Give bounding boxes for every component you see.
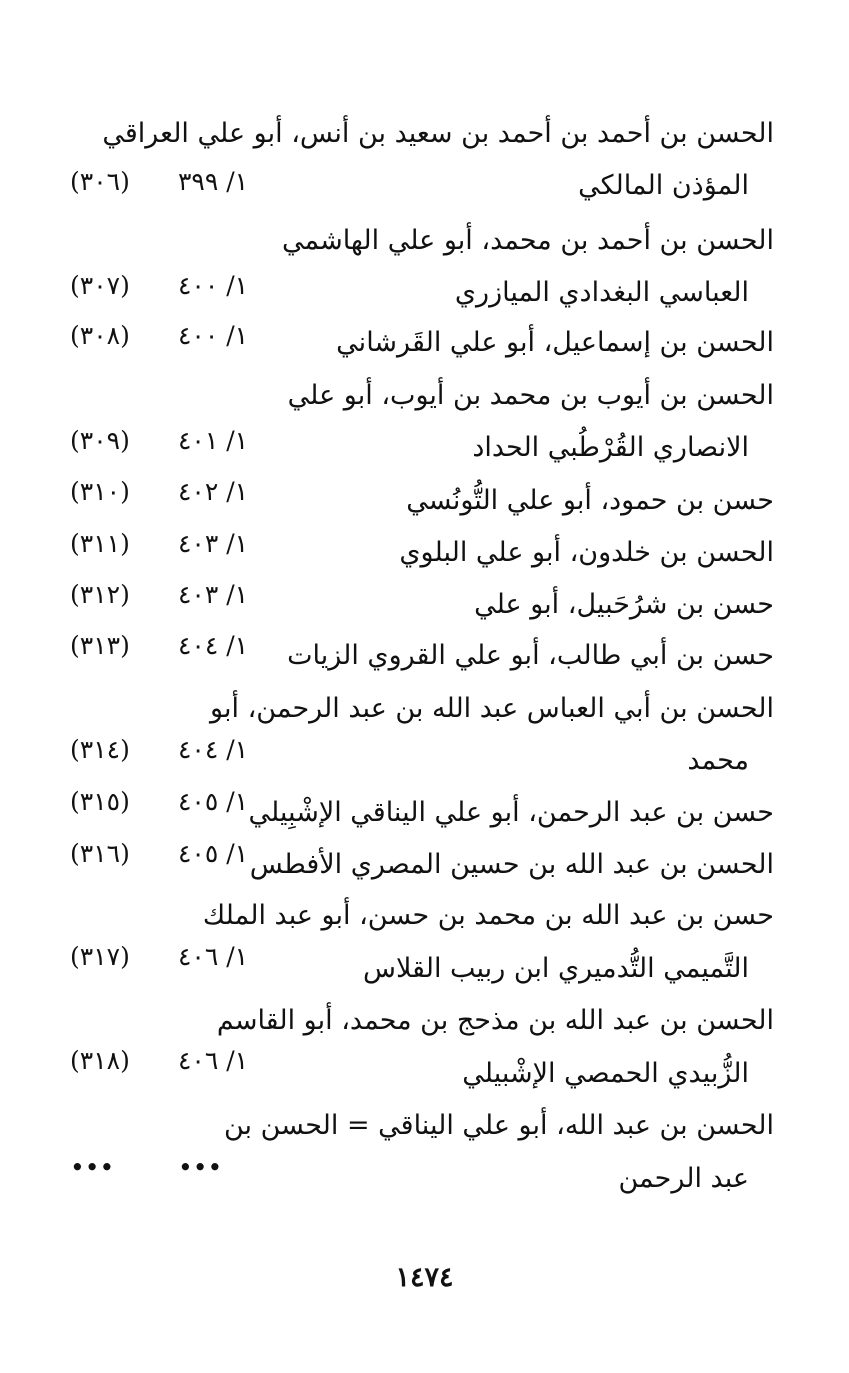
entry-number: (٣١٠) <box>70 477 130 506</box>
entry-number: (٣٠٦) <box>70 167 130 196</box>
entry-name-line: حسن بن حمود، أبو علي التُّونُسي <box>406 485 774 516</box>
volume-page-reference: ١/ ٤٠٥ <box>178 839 249 868</box>
entry-number: (٣١٨) <box>70 1046 130 1075</box>
entry-name-line: الحسن بن خلدون، أبو علي البلوي <box>399 537 774 568</box>
page-number: ١٤٧٤ <box>395 1262 454 1293</box>
entry-number: (٣١١) <box>70 529 130 558</box>
entry-name-continuation: الانصاري القُرْطُبي الحداد <box>472 432 749 463</box>
entry-number: (٣٠٧) <box>70 271 130 300</box>
volume-page-reference: ١/ ٤٠٣ <box>178 529 249 558</box>
entry-number: (٣١٤) <box>70 735 130 764</box>
entry-name-line: الحسن بن عبد الله، أبو علي اليناقي = الحسن بن <box>223 1110 774 1141</box>
volume-page-reference: ١/ ٤٠١ <box>178 426 249 455</box>
entry-number: (٣١٦) <box>70 839 130 868</box>
volume-page-reference: ١/ ٤٠٤ <box>178 735 249 764</box>
entry-number: ••• <box>70 1153 115 1182</box>
entry-name-line: الحسن بن أيوب بن محمد بن أيوب، أبو علي <box>287 380 774 411</box>
entry-name-line: الحسن بن أحمد بن محمد، أبو علي الهاشمي <box>281 225 774 256</box>
entry-name-line: الحسن بن عبد الله بن مذحج بن محمد، أبو القاسم <box>216 1005 774 1036</box>
volume-page-reference: ١/ ٤٠٠ <box>178 271 249 300</box>
entry-name-line: الحسن بن إسماعيل، أبو علي القَرشاني <box>336 327 774 358</box>
volume-page-reference: ١/ ٤٠٤ <box>178 631 249 660</box>
volume-page-reference: ١/ ٤٠٦ <box>178 1046 249 1075</box>
entry-name-line: حسن بن أبي طالب، أبو علي القروي الزيات <box>287 640 774 671</box>
entry-number: (٣١٢) <box>70 580 130 609</box>
volume-page-reference: ١/ ٣٩٩ <box>178 167 249 196</box>
volume-page-reference: ١/ ٤٠٠ <box>178 321 249 350</box>
volume-page-reference: ١/ ٤٠٢ <box>178 477 249 506</box>
entry-name-line: حسن بن عبد الرحمن، أبو علي اليناقي الإشْبِيلي <box>248 797 774 828</box>
entry-name-line: الحسن بن أحمد بن أحمد بن سعيد بن أنس، أبو علي العراقي <box>102 118 774 149</box>
entry-name-line: الحسن بن أبي العباس عبد الله بن عبد الرحمن، أبو <box>210 693 774 724</box>
volume-page-reference: ١/ ٤٠٣ <box>178 580 249 609</box>
entry-name-continuation: العباسي البغدادي الميازري <box>454 277 749 308</box>
entry-name-continuation: المؤذن المالكي <box>578 170 749 201</box>
entry-number: (٣٠٩) <box>70 426 130 455</box>
entry-number: (٣١٧) <box>70 942 130 971</box>
entry-name-continuation: الزُّبيدي الحمصي الإشْبيلي <box>462 1058 749 1089</box>
entry-number: (٣٠٨) <box>70 321 130 350</box>
entry-name-line: حسن بن عبد الله بن محمد بن حسن، أبو عبد الملك <box>202 900 774 931</box>
volume-page-reference: ١/ ٤٠٥ <box>178 787 249 816</box>
entry-number: (٣١٣) <box>70 631 130 660</box>
entry-name-line: حسن بن شرُحَبيل، أبو علي <box>474 589 774 620</box>
volume-page-reference: ١/ ٤٠٦ <box>178 942 249 971</box>
entry-number: (٣١٥) <box>70 787 130 816</box>
volume-page-reference: ••• <box>178 1153 223 1182</box>
entry-name-continuation: عبد الرحمن <box>618 1163 749 1194</box>
entry-name-continuation: التَّميمي التُّدميري ابن ربيب القلاس <box>362 953 749 984</box>
entry-name-continuation: محمد <box>687 745 749 776</box>
entry-name-line: الحسن بن عبد الله بن حسين المصري الأفطس <box>249 849 774 880</box>
